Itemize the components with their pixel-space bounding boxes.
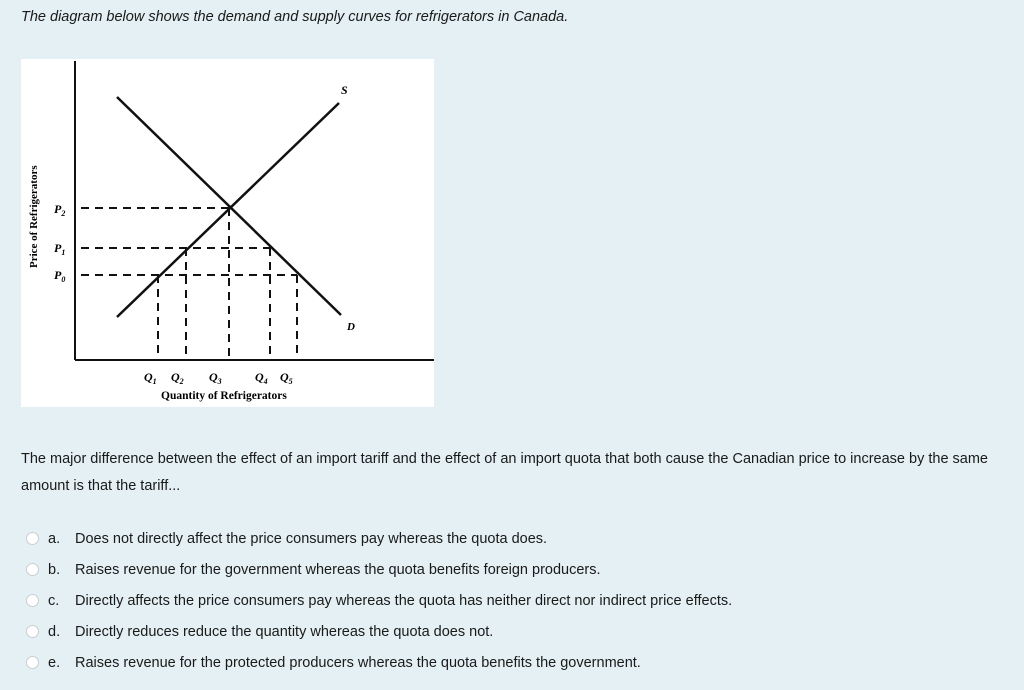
demand-label: D [347, 321, 355, 333]
y-axis-label: Price of Refrigerators [28, 165, 40, 268]
radio-button[interactable] [26, 656, 39, 669]
radio-button[interactable] [26, 532, 39, 545]
radio-button[interactable] [26, 563, 39, 576]
quantity-label-q1: $Q_1$ [144, 370, 157, 386]
option-letter: c. [48, 592, 60, 609]
option-letter: e. [48, 654, 61, 671]
option-text: Does not directly affect the price consumers pay whereas the quota does. [75, 530, 548, 547]
option-c[interactable] [26, 585, 732, 616]
answer-options [26, 523, 732, 678]
option-letter: b. [48, 561, 61, 578]
intro-text: The diagram below shows the demand and supply curves for refrigerators in Canada. [21, 9, 569, 25]
option-text: Directly reduces reduce the quantity whereas the quota does not. [75, 623, 494, 640]
option-letter: d. [48, 623, 61, 640]
x-axis-label: Quantity of Refrigerators [161, 390, 287, 402]
option-d[interactable] [26, 616, 732, 647]
price-label-p2: $P_2$ [54, 202, 66, 218]
radio-button[interactable] [26, 625, 39, 638]
option-letter: a. [48, 530, 61, 547]
option-text: Raises revenue for the protected producers whereas the quota benefits the government. [75, 654, 641, 671]
supply-demand-diagram [21, 59, 434, 407]
option-text: Raises revenue for the government whereas the quota benefits foreign producers. [75, 561, 601, 578]
question-text: The major difference between the effect of an import tariff and the effect of an import quota that both cause the Canadian price to increase by the same amount is that the tariff... [21, 451, 988, 494]
supply-label: S [341, 83, 348, 97]
price-label-p1: $P_1$ [54, 241, 66, 257]
price-label-p0: $P_0$ [54, 268, 66, 284]
option-b[interactable] [26, 554, 732, 585]
quantity-label-q2: $Q_2$ [171, 370, 184, 386]
option-e[interactable] [26, 647, 732, 678]
option-a[interactable] [26, 523, 732, 554]
quantity-label-q3: $Q_3$ [209, 370, 222, 386]
quantity-label-q4: $Q_4$ [255, 370, 268, 386]
option-text: Directly affects the price consumers pay whereas the quota has neither direct nor indirect price effects. [75, 592, 733, 609]
quantity-label-q5: $Q_5$ [280, 370, 293, 386]
radio-button[interactable] [26, 594, 39, 607]
